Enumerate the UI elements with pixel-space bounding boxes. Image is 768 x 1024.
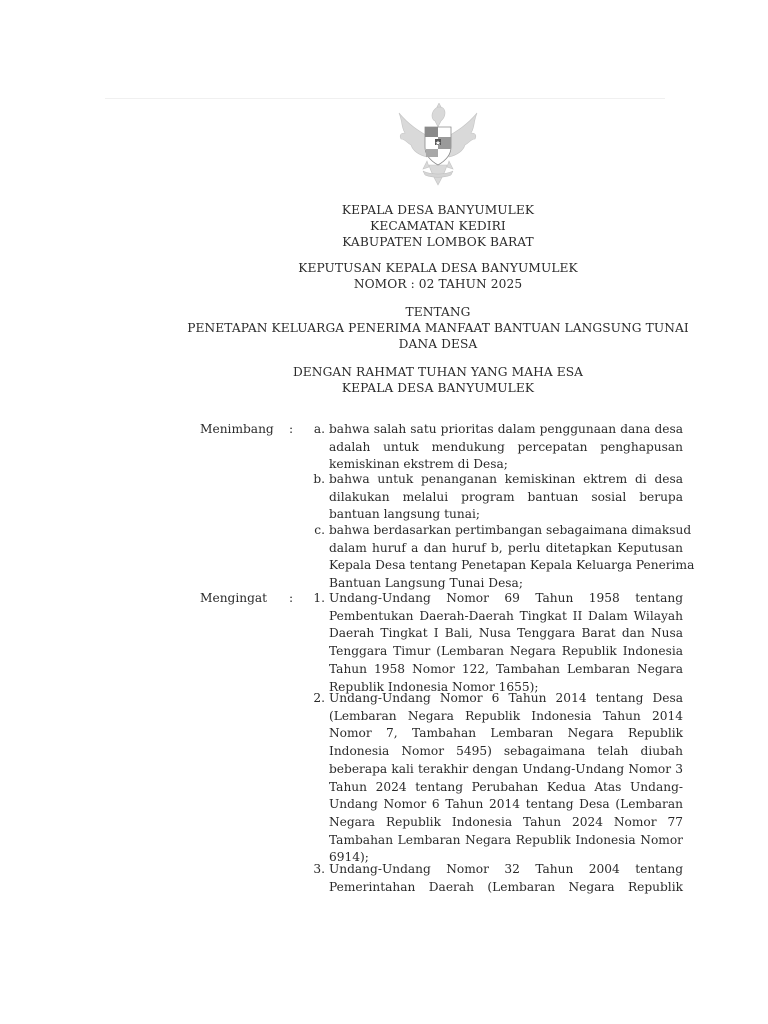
scan-artifact-line [105, 98, 665, 99]
item-line: Republik Indonesia Nomor 1655); [329, 679, 539, 694]
subject-line: DANA DESA [398, 337, 478, 352]
item-line: bantuan langsung tunai; [329, 507, 480, 522]
item-marker: 1. [313, 591, 325, 605]
item-line: Undang-Undang Nomor 32 Tahun 2004 tentang [329, 862, 683, 876]
item-marker: b. [313, 472, 325, 486]
item-line: Indonesia Nomor 5495) sebagaimana telah diubah [329, 744, 683, 759]
item-line: Undang-Undang Nomor 69 Tahun 1958 tentang [329, 591, 683, 605]
item-line: Pemerintahan Daerah (Lembaran Negara Republik [329, 879, 683, 894]
preamble-line: DENGAN RAHMAT TUHAN YANG MAHA ESA [292, 365, 584, 379]
decree-number: NOMOR : 02 TAHUN 2025 [353, 277, 523, 292]
mengingat-colon: : [289, 591, 294, 605]
item-text [329, 690, 683, 867]
item-line: Tambahan Lembaran Negara Republik Indonesia Nomor [329, 832, 683, 847]
item-line: dalam huruf a dan huruf b, perlu ditetapkan Keputusan [329, 540, 683, 555]
menimbang-label: Menimbang [200, 422, 274, 436]
item-line: adalah untuk mendukung percepatan penghapusan [329, 439, 683, 454]
item-line: Undang Nomor 6 Tahun 2014 tentang Desa (Lembaran [329, 797, 683, 812]
item-text [329, 522, 695, 593]
item-text [329, 421, 683, 474]
preamble-heading [150, 364, 726, 396]
item-line: bahwa untuk penanganan kemiskinan ektrem di desa [329, 472, 683, 486]
item-line: Pembentukan Daerah-Daerah Tingkat II Dalam Wilayah [329, 608, 683, 623]
item-line: Tenggara Timur (Lembaran Negara Republik Indonesia [329, 644, 683, 659]
item-line: dilakukan melalui program bantuan sosial berupa [329, 489, 683, 504]
item-line: kemiskinan ekstrem di Desa; [329, 457, 508, 472]
item-line: (Lembaran Negara Republik Indonesia Tahun 2014 [329, 708, 683, 723]
item-line: Negara Republik Indonesia Tahun 2024 Nomor 77 [329, 814, 683, 829]
subject-line: PENETAPAN KELUARGA PENERIMA MANFAAT BANTUAN LANGSUNG TUNAI [187, 321, 689, 336]
item-line: Bantuan Langsung Tunai Desa; [329, 576, 523, 591]
item-line: Tahun 2024 tentang Perubahan Kedua Atas Undang- [329, 779, 683, 794]
item-text [329, 861, 683, 896]
item-line: Daerah Tingkat I Bali, Nusa Tenggara Barat dan Nusa [329, 626, 683, 641]
item-line: Undang-Undang Nomor 6 Tahun 2014 tentang Desa [329, 691, 683, 705]
item-line: 6914); [329, 850, 369, 865]
preamble-line: KEPALA DESA BANYUMULEK [341, 381, 535, 396]
issuer-line: KABUPATEN LOMBOK BARAT [342, 235, 534, 250]
item-line: Tahun 1958 Nomor 122, Tambahan Lembaran Negara [329, 661, 683, 676]
item-line: Kepala Desa tentang Penetapan Kepala Keluarga Penerima [329, 558, 695, 573]
garuda-emblem-icon [393, 103, 483, 187]
item-line: bahwa berdasarkan pertimbangan sebagaimana dimaksud [329, 523, 692, 537]
mengingat-label: Mengingat [200, 591, 268, 605]
menimbang-colon: : [289, 422, 294, 436]
item-text [329, 590, 683, 696]
subject-label: TENTANG [405, 305, 471, 319]
item-marker: 2. [313, 691, 325, 705]
decree-heading [150, 260, 726, 292]
decree-title: KEPUTUSAN KEPALA DESA BANYUMULEK [298, 261, 578, 275]
issuer-line: KECAMATAN KEDIRI [370, 219, 506, 234]
item-marker: a. [313, 422, 325, 436]
issuer-line: KEPALA DESA BANYUMULEK [341, 203, 535, 217]
subject-heading [150, 304, 726, 353]
item-marker: c. [314, 523, 325, 537]
item-line: beberapa kali terakhir dengan Undang-Undang Nomor 3 [329, 761, 683, 776]
item-line: bahwa salah satu prioritas dalam penggunaan dana desa [329, 422, 683, 436]
item-text [329, 471, 683, 524]
item-marker: 3. [313, 862, 325, 876]
item-line: Nomor 7, Tambahan Lembaran Negara Republik [329, 726, 683, 741]
issuer-heading [150, 202, 726, 251]
